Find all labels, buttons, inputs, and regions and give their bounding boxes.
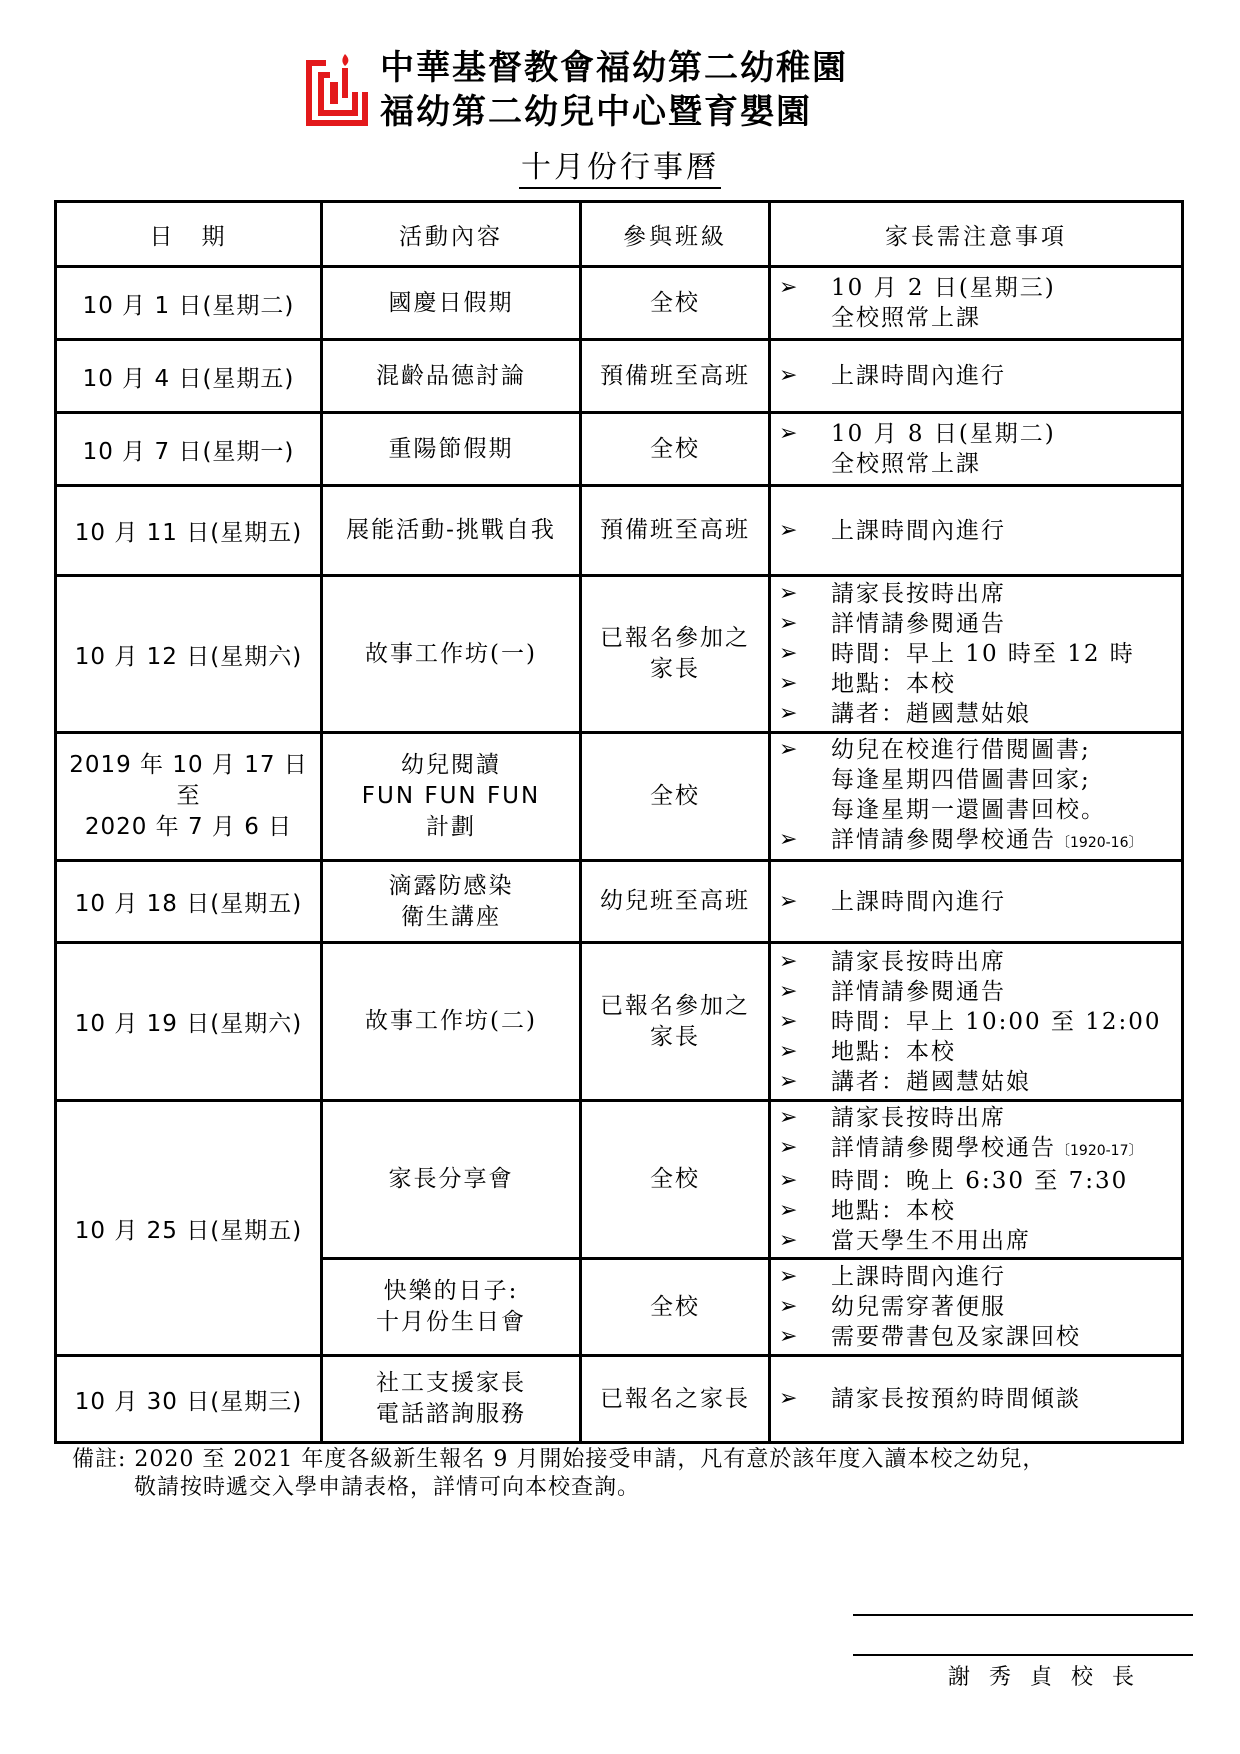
note-item: [779, 1007, 1181, 1037]
classes-line: 預備班至高班: [600, 362, 750, 389]
date-cell: [56, 1101, 322, 1356]
note-line: 地點：本校: [831, 1038, 956, 1065]
classes-line: 已報名參加之: [600, 992, 750, 1019]
activity-cell: [322, 267, 581, 340]
note-item: [779, 579, 1181, 609]
date-cell: [56, 861, 322, 943]
note-line: 每逢星期四借圖書回家;: [831, 767, 1091, 793]
bullet-arrow-icon: ➢: [779, 1294, 798, 1319]
activity-cell: [322, 1356, 581, 1443]
classes-line: 已報名參加之: [600, 625, 750, 651]
classes-cell: [581, 1356, 770, 1443]
bullet-arrow-icon: ➢: [779, 1228, 798, 1253]
date-line: 至: [176, 783, 201, 809]
note-item: [779, 419, 1181, 479]
date-text: 10 月 12 日(星期六): [74, 643, 303, 670]
bullet-arrow-icon: ➢: [779, 1168, 798, 1193]
bullet-arrow-icon: ➢: [779, 737, 798, 762]
header-notes: 家長需注意事項: [770, 202, 1183, 267]
classes-cell: [581, 340, 770, 413]
note-line: 每逢星期一還圖書回校。: [831, 797, 1106, 823]
note-line: 10 月 2 日(星期三): [831, 275, 1056, 301]
notes-cell: [770, 861, 1183, 943]
classes-cell: [581, 943, 770, 1101]
activity-line: 計劃: [426, 814, 476, 840]
note-line: 上課時間內進行: [831, 1264, 1006, 1290]
note-line: 講者：趙國慧姑娘: [831, 701, 1031, 727]
notes-cell: [770, 943, 1183, 1101]
note-line: 全校照常上課: [831, 305, 981, 331]
classes-line: 全校: [650, 1166, 700, 1192]
date-text: 10 月 25 日(星期五): [74, 1217, 303, 1244]
notes-list: [779, 419, 1181, 479]
note-line: 上課時間內進行: [831, 517, 1006, 544]
date-text: 10 月 11 日(星期五): [74, 520, 303, 546]
notes-cell: [770, 267, 1183, 340]
notes-cell: [770, 340, 1183, 413]
remark-line-2: 敬請按時遞交入學申請表格，詳情可向本校查詢。: [134, 1475, 641, 1500]
table-row: [56, 1356, 1183, 1443]
note-line: 需要帶書包及家課回校: [831, 1324, 1081, 1350]
principal-name: 謝 秀 貞 校 長: [948, 1665, 1140, 1690]
table-row: [56, 733, 1183, 861]
date-cell: [56, 733, 322, 861]
classes-line: 家長: [650, 1023, 700, 1050]
note-item: [779, 1384, 1181, 1414]
date-text: 10 月 1 日(星期二): [82, 292, 295, 319]
notes-list: [779, 1384, 1181, 1414]
remark-note: [72, 1446, 1045, 1502]
note-line: 請家長按預約時間傾談: [831, 1386, 1081, 1412]
bullet-arrow-icon: ➢: [779, 611, 798, 636]
date-cell: [56, 943, 322, 1101]
activity-line: 故事工作坊(二): [365, 1008, 537, 1034]
table-row: [56, 861, 1183, 943]
bullet-arrow-icon: ➢: [779, 1008, 798, 1034]
date-text: 10 月 19 日(星期六): [74, 1011, 303, 1037]
classes-line: 幼兒班至高班: [600, 888, 750, 914]
classes-cell: [581, 267, 770, 340]
bullet-arrow-icon: ➢: [779, 1386, 798, 1411]
notes-list: [779, 1103, 1181, 1256]
bullet-arrow-icon: ➢: [779, 363, 798, 388]
notice-reference: 〔1920-17〕: [1056, 1143, 1143, 1159]
date-cell: [56, 340, 322, 413]
bullet-arrow-icon: ➢: [779, 1324, 798, 1349]
bullet-arrow-icon: ➢: [779, 1135, 798, 1160]
note-item: [779, 1133, 1181, 1166]
activity-line: 國慶日假期: [388, 289, 514, 316]
note-item: [779, 977, 1181, 1007]
activity-cell: [322, 1259, 581, 1356]
classes-cell: [581, 733, 770, 861]
note-line: 時間：早上 10:00 至 12:00: [831, 1008, 1162, 1035]
note-item: [779, 639, 1181, 669]
activity-line: 故事工作坊(一): [365, 640, 537, 667]
note-item: [779, 1226, 1181, 1256]
classes-line: 家長: [650, 656, 700, 682]
notes-cell: [770, 413, 1183, 486]
date-text: 10 月 7 日(星期一): [82, 438, 295, 465]
notes-cell: [770, 1101, 1183, 1259]
note-line: 當天學生不用出席: [831, 1228, 1031, 1254]
classes-cell: [581, 486, 770, 576]
classes-cell: [581, 1259, 770, 1356]
date-text: 10 月 30 日(星期三): [74, 1388, 303, 1415]
classes-line: 已報名之家長: [600, 1385, 750, 1412]
note-line: 地點：本校: [831, 1198, 956, 1224]
note-item: [779, 1292, 1181, 1322]
table-row: [56, 576, 1183, 733]
note-item: [779, 947, 1181, 977]
bullet-arrow-icon: ➢: [779, 1105, 798, 1130]
bullet-arrow-icon: ➢: [779, 517, 798, 543]
note-item: [779, 273, 1181, 333]
activity-line: 展能活動-挑戰自我: [346, 517, 556, 543]
note-item: [779, 1262, 1181, 1292]
activity-cell: [322, 861, 581, 943]
notes-cell: [770, 733, 1183, 861]
notes-list: [779, 1262, 1181, 1352]
header-date: 日 期: [56, 202, 322, 267]
signature-line-upper: [853, 1614, 1193, 1616]
note-item: [779, 699, 1181, 729]
notes-list: [779, 273, 1181, 333]
notes-cell: [770, 1356, 1183, 1443]
activity-cell: [322, 486, 581, 576]
activity-cell: [322, 943, 581, 1101]
note-item: [779, 1166, 1181, 1196]
bullet-arrow-icon: ➢: [779, 581, 798, 606]
classes-line: 全校: [650, 435, 700, 462]
notes-cell: [770, 1259, 1183, 1356]
notes-list: [779, 887, 1181, 917]
note-item: [779, 1103, 1181, 1133]
letterhead: [300, 46, 940, 136]
bullet-arrow-icon: ➢: [779, 978, 798, 1004]
note-line: 請家長按時出席: [831, 581, 1006, 607]
notes-cell: [770, 576, 1183, 733]
classes-cell: [581, 576, 770, 733]
notes-cell: [770, 486, 1183, 576]
activity-line: 衛生講座: [401, 903, 501, 930]
calendar-title: 十月份行事曆: [0, 142, 1240, 186]
events-table: [54, 200, 1184, 1444]
note-item: [779, 1322, 1181, 1352]
bullet-arrow-icon: ➢: [779, 641, 798, 666]
table-header-row: [56, 202, 1183, 267]
remark-line-1: 備註: 2020 至 2021 年度各級新生報名 9 月開始接受申請，凡有意於該年度入讀本校之幼兒，: [72, 1447, 1046, 1472]
activity-cell: [322, 733, 581, 861]
note-line: 詳情請參閱學校通告: [831, 827, 1056, 853]
date-cell: [56, 576, 322, 733]
table-row: [56, 1101, 1183, 1259]
note-item: [779, 825, 1181, 858]
table-row: [56, 267, 1183, 340]
school-logo-icon: [300, 52, 372, 128]
note-item: [779, 887, 1181, 917]
activity-line: FUN FUN FUN: [361, 783, 541, 809]
header-classes: 參與班級: [581, 202, 770, 267]
activity-cell: [322, 1101, 581, 1259]
bullet-arrow-icon: ➢: [779, 421, 798, 446]
bullet-arrow-icon: ➢: [779, 275, 798, 300]
classes-cell: [581, 1101, 770, 1259]
date-line: 2020 年 7 月 6 日: [84, 814, 293, 840]
note-item: [779, 516, 1181, 546]
note-line: 10 月 8 日(星期二): [831, 421, 1056, 447]
note-item: [779, 361, 1181, 391]
note-line: 請家長按時出席: [831, 948, 1006, 975]
activity-line: 幼兒閱讀: [401, 752, 501, 778]
school-name-secondary: 福幼第二幼兒中心暨育嬰園: [380, 92, 812, 132]
note-item: [779, 1037, 1181, 1067]
note-item: [779, 1067, 1181, 1097]
bullet-arrow-icon: ➢: [779, 1038, 798, 1064]
bullet-arrow-icon: ➢: [779, 1264, 798, 1289]
bullet-arrow-icon: ➢: [779, 1198, 798, 1223]
bullet-arrow-icon: ➢: [779, 701, 798, 726]
activity-line: 電話諮詢服務: [376, 1401, 526, 1427]
note-line: 請家長按時出席: [831, 1105, 1006, 1131]
note-line: 時間：晚上 6:30 至 7:30: [831, 1168, 1129, 1194]
activity-cell: [322, 413, 581, 486]
classes-line: 全校: [650, 1293, 700, 1320]
bullet-arrow-icon: ➢: [779, 1068, 798, 1094]
date-cell: [56, 1356, 322, 1443]
header-activity: 活動內容: [322, 202, 581, 267]
date-cell: [56, 413, 322, 486]
date-cell: [56, 486, 322, 576]
classes-line: 全校: [650, 783, 700, 809]
notes-list: [779, 947, 1181, 1097]
activity-cell: [322, 576, 581, 733]
notice-reference: 〔1920-16〕: [1056, 835, 1143, 851]
notes-list: [779, 579, 1181, 729]
date-line: 2019 年 10 月 17 日: [69, 752, 308, 778]
note-item: [779, 609, 1181, 639]
note-line: 幼兒在校進行借閱圖書;: [831, 737, 1091, 763]
date-cell: [56, 267, 322, 340]
classes-cell: [581, 413, 770, 486]
note-line: 上課時間內進行: [831, 888, 1006, 915]
classes-line: 全校: [650, 289, 700, 316]
table-row: [56, 486, 1183, 576]
note-line: 詳情請參閱學校通告: [831, 1135, 1056, 1161]
bullet-arrow-icon: ➢: [779, 671, 798, 696]
activity-line: 社工支援家長: [376, 1370, 526, 1396]
note-line: 上課時間內進行: [831, 363, 1006, 389]
notes-list: [779, 516, 1181, 546]
activity-line: 家長分享會: [388, 1166, 514, 1192]
date-text: 10 月 18 日(星期五): [74, 891, 303, 917]
table-row: [56, 340, 1183, 413]
note-line: 講者：趙國慧姑娘: [831, 1068, 1031, 1095]
classes-cell: [581, 861, 770, 943]
classes-line: 預備班至高班: [600, 517, 750, 543]
bullet-arrow-icon: ➢: [779, 827, 798, 852]
date-text: 10 月 4 日(星期五): [82, 365, 295, 392]
bullet-arrow-icon: ➢: [779, 948, 798, 974]
note-line: 全校照常上課: [831, 451, 981, 477]
table-row: [56, 413, 1183, 486]
notes-list: [779, 735, 1181, 858]
note-line: 幼兒需穿著便服: [831, 1294, 1006, 1320]
note-line: 詳情請參閱通告: [831, 611, 1006, 637]
signature-line-lower: [853, 1654, 1193, 1656]
table-row: [56, 943, 1183, 1101]
activity-line: 重陽節假期: [388, 435, 514, 462]
notes-list: [779, 361, 1181, 391]
note-item: [779, 735, 1181, 825]
school-name-primary: 中華基督教會福幼第二幼稚園: [380, 48, 848, 88]
activity-cell: [322, 340, 581, 413]
bullet-arrow-icon: ➢: [779, 888, 798, 914]
note-line: 詳情請參閱通告: [831, 978, 1006, 1005]
note-line: 地點：本校: [831, 671, 956, 697]
note-item: [779, 1196, 1181, 1226]
note-item: [779, 669, 1181, 699]
activity-line: 十月份生日會: [376, 1309, 526, 1335]
activity-line: 快樂的日子:: [383, 1278, 519, 1304]
note-line: 時間：早上 10 時至 12 時: [831, 641, 1135, 667]
activity-line: 混齡品德討論: [376, 362, 526, 389]
activity-line: 滴露防感染: [388, 872, 514, 899]
